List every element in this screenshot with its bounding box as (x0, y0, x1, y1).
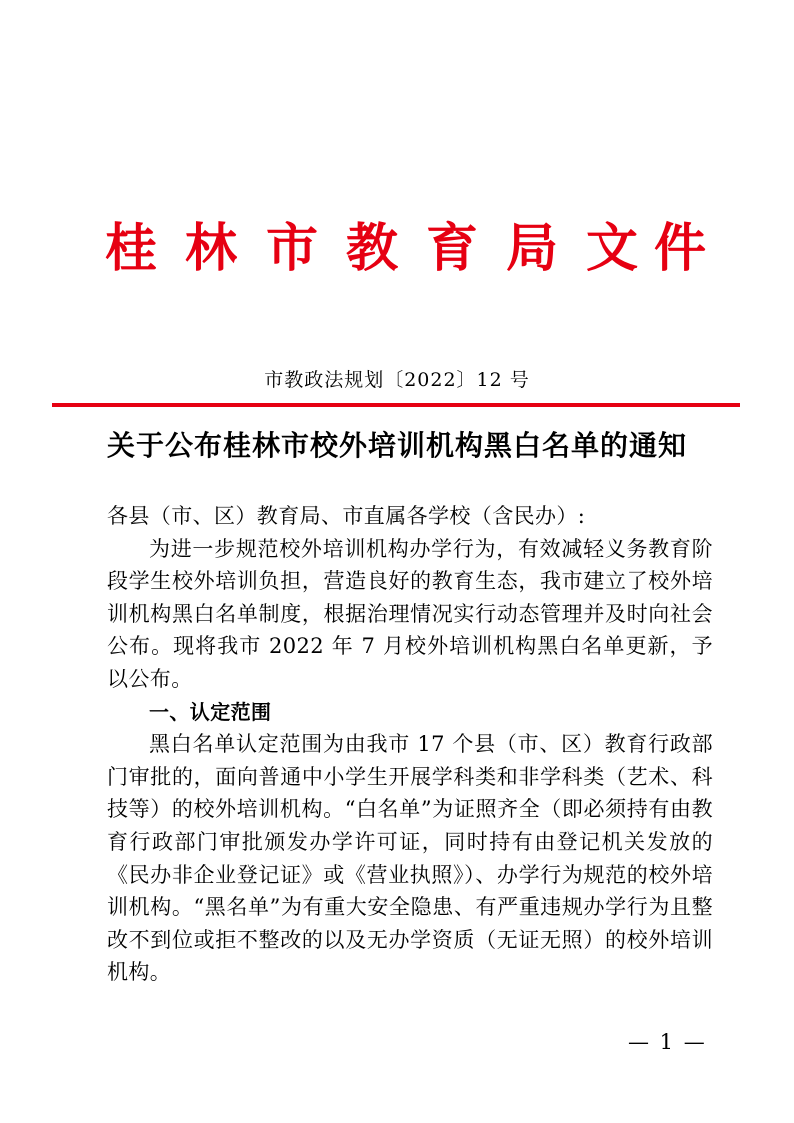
masthead-char: 市 (266, 218, 319, 279)
masthead-char: 文 (586, 218, 639, 279)
section-paragraph: 黑白名单认定范围为由我市 17 个县（市、区）教育行政部门审批的，面向普通中小学生开展学科类和非学科类（艺术、科技等）的校外培训机构。“白名单”为证照齐全（即必须持有由教育行政部门审批颁发办学许可证，同时持有由登记机关发放的《民办非企业登记证》或《营业执照》）、办学行为规范的校外培训机构。“黑名单”为有重大安全隐患、有严重违规办学行为且整改不到位或拒不整改的以及无办学资质（无证无照）的校外培训机构。 (107, 732, 713, 985)
masthead-char: 局 (506, 218, 559, 279)
page-number: — 1 — (628, 1030, 707, 1054)
masthead-char: 教 (346, 218, 399, 279)
intro-paragraph: 为进一步规范校外培训机构办学行为，有效减轻义务教育阶段学生校外培训负担，营造良好的教育生态，我市建立了校外培训机构黑白名单制度，根据治理情况实行动态管理并及时向社会公布。现将我市 2022 年 7 月校外培训机构黑白名单更新，予以公布。 (107, 536, 713, 691)
masthead-char: 林 (185, 218, 238, 279)
document-masthead (0, 205, 794, 305)
document-title: 关于公布桂林市校外培训机构黑白名单的通知 (106, 429, 687, 462)
addressee: 各县（市、区）教育局、市直属各学校（含民办）: (107, 504, 586, 528)
masthead-char: 件 (654, 218, 707, 279)
document-number: 市教政法规划〔2022〕12 号 (264, 369, 530, 391)
red-divider (52, 403, 740, 407)
masthead-char: 育 (426, 218, 479, 279)
document-body (107, 500, 713, 989)
masthead-char: 桂 (105, 218, 158, 279)
section-heading: 一、认定范围 (149, 699, 272, 724)
